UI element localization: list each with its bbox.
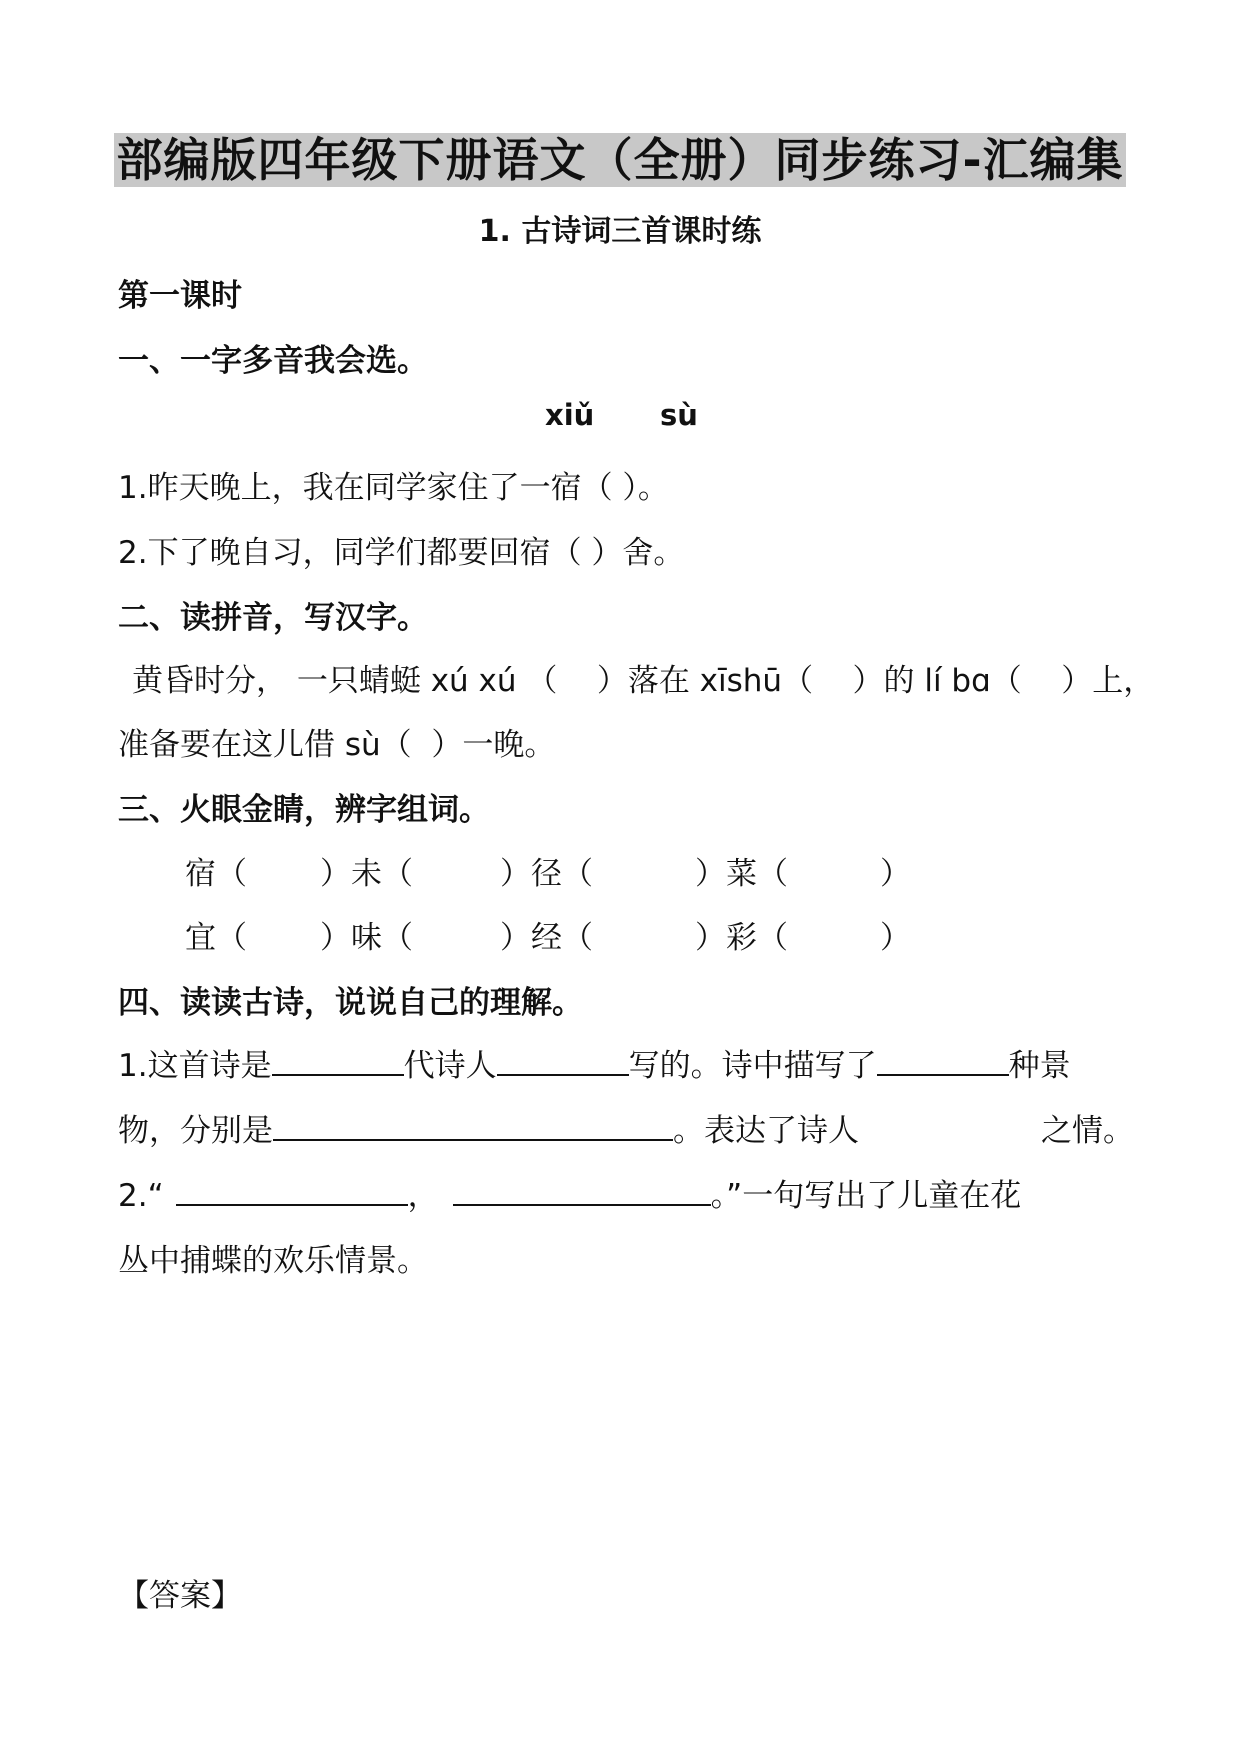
page-title: 部编版四年级下册语文（全册）同步练习-汇编集 [116, 133, 1124, 187]
q1-text-c: 写的。诗中描写了 [628, 1048, 877, 1084]
section4-question-2-line-1 [118, 1170, 1021, 1215]
subtitle-container [0, 206, 1240, 250]
section1-question-1: 1.昨天晚上，我在同学家住了一宿（ ）。 [118, 470, 669, 506]
q2-text-b: ， [407, 1178, 439, 1214]
section4-question-1-line-1 [118, 1040, 1071, 1085]
word-group-row-1 [185, 848, 911, 893]
answer-blank-scenery[interactable] [273, 1109, 673, 1141]
word-cell: ）味（ [320, 920, 413, 956]
section1-heading: 一、一字多音我会选。 [118, 343, 428, 379]
word-group-row-2 [185, 912, 911, 957]
title-container [0, 133, 1240, 187]
word-cell: ）经（ [500, 920, 593, 956]
word-cell: ）径（ [500, 856, 593, 892]
section3-heading: 三、火眼金睛，辨字组词。 [118, 792, 490, 828]
q1-text-e: 物，分别是 [118, 1113, 273, 1149]
q1-text-g: 之情。 [1041, 1113, 1134, 1149]
section4-question-2-line-2: 丛中捕蝶的欢乐情景。 [118, 1243, 428, 1279]
answer-blank-count[interactable] [877, 1044, 1009, 1076]
word-cell: ） [880, 856, 911, 892]
section2-line-2: 准备要在这儿借 sù（ ）一晚。 [118, 727, 556, 763]
lesson-title: 1. 古诗词三首课时练 [478, 214, 762, 249]
pinyin-option-a: xiǔ [545, 398, 595, 432]
word-cell: ）菜（ [695, 856, 788, 892]
answer-blank-verse-2[interactable] [453, 1174, 711, 1206]
word-cell: 宜（ [185, 920, 247, 956]
section2-heading: 二、读拼音，写汉字。 [118, 600, 428, 636]
word-cell: 宿（ [185, 856, 247, 892]
answer-blank-dynasty[interactable] [272, 1044, 404, 1076]
section4-question-1-line-2 [118, 1105, 1134, 1150]
pinyin-option-b: sù [660, 398, 698, 432]
q2-text-c: 。”一句写出了儿童在花 [710, 1178, 1022, 1214]
answer-blank-verse-1[interactable] [176, 1174, 408, 1206]
q1-text-a: 1.这首诗是 [118, 1048, 272, 1084]
section4-heading: 四、读读古诗，说说自己的理解。 [118, 985, 583, 1021]
word-cell: ）未（ [320, 856, 413, 892]
section1-question-2: 2.下了晚自习，同学们都要回宿（ ）舍。 [118, 535, 685, 571]
word-cell: ） [880, 920, 911, 956]
lesson-label: 第一课时 [118, 278, 242, 314]
q1-text-f: 。表达了诗人 [673, 1113, 859, 1149]
section2-line-1: 黄昏时分， 一只蜻蜓 xú xú （ ）落在 xīshū（ ）的 lí bɑ（ ）上， [132, 663, 1155, 699]
answer-blank-poet[interactable] [497, 1044, 629, 1076]
q1-text-b: 代诗人 [403, 1048, 497, 1084]
q2-text-a: 2.“ [118, 1178, 164, 1214]
word-cell: ）彩（ [695, 920, 788, 956]
answer-label: 【答案】 [118, 1578, 242, 1614]
q1-text-d: 种景 [1008, 1048, 1071, 1084]
